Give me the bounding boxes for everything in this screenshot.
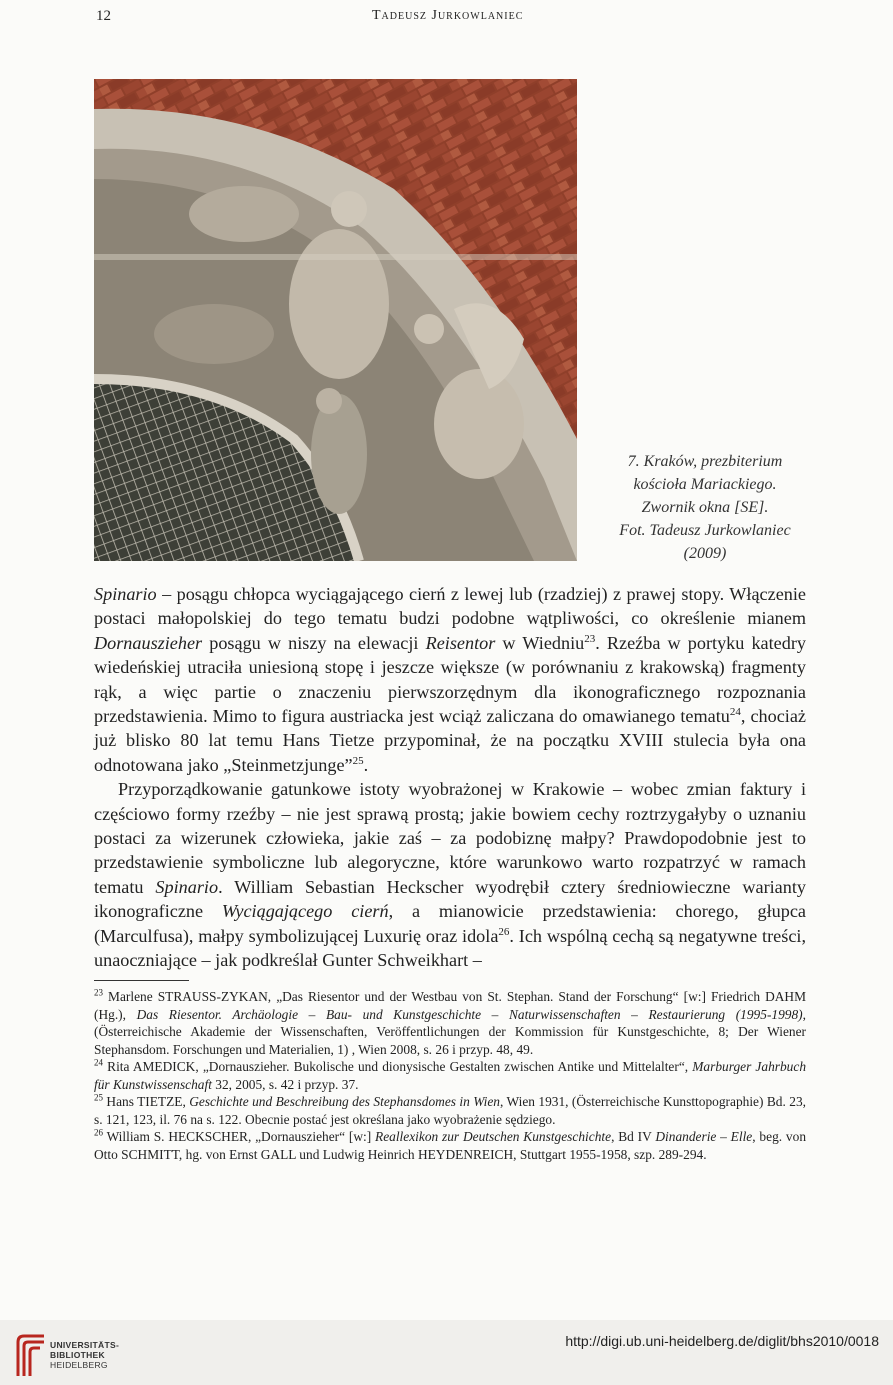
italic-title: Das Riesentor. Archäologie – Bau- und Kunstgeschichte – Naturwissenschaften – Restaurierung (1995-1998) bbox=[136, 1006, 803, 1022]
footnote-number: 23 bbox=[94, 987, 103, 998]
footnote-number: 25 bbox=[94, 1092, 103, 1103]
footnotes bbox=[94, 988, 806, 1163]
text-run: William S. HECKSCHER, „Dornauszieher“ [w:] bbox=[103, 1129, 376, 1144]
footnote-ref[interactable]: 26 bbox=[498, 925, 510, 938]
footnote-ref[interactable]: 25 bbox=[352, 754, 364, 767]
footnote-26 bbox=[94, 1128, 806, 1163]
running-head: Tadeusz Jurkowlaniec bbox=[372, 8, 524, 23]
italic-title: Geschichte und Beschreibung des Stephansdomes in Wien bbox=[189, 1094, 500, 1109]
text-run: 32, 2005, s. 42 i przyp. 37. bbox=[211, 1076, 359, 1092]
italic-term: Dornauszieher bbox=[94, 632, 203, 653]
text-run: . Rzeźba w portyku katedry wiedeńskiej utraciła uniesioną stopę i jeszcze większe (w porównaniu z krakowską) fragmenty rąk, a więc partie o znaczeniu pierwszorzędnym dla ikonograficznego rozpoznania przedstawienia. Mimo to figura austriacka jest wciąż zaliczana do omawianego tematu bbox=[94, 632, 807, 727]
caption-line: (2009) bbox=[683, 545, 727, 562]
italic-term: Wyciągającego cierń bbox=[221, 901, 389, 922]
viewer-footer bbox=[0, 1320, 893, 1385]
text-run: posągu w niszy na elewacji bbox=[202, 632, 426, 653]
text-run: Hans TIETZE, bbox=[103, 1094, 190, 1109]
italic-term: Spinario bbox=[155, 876, 219, 897]
caption-line: 7. Kraków, prezbiterium bbox=[627, 453, 783, 470]
library-logo-icon[interactable] bbox=[14, 1332, 54, 1378]
italic-term: Reisentor bbox=[425, 632, 496, 653]
main-text bbox=[94, 582, 806, 973]
caption-line: Fot. Tadeusz Jurkowlaniec bbox=[619, 522, 791, 539]
text-run: , beg. von Otto SCHMITT, hg. von Ernst GALL und Ludwig Heinrich HEYDENREICH, Stuttgart 1955-1958, szp. 289-294. bbox=[94, 1129, 807, 1162]
italic-term: Spinario bbox=[94, 584, 157, 604]
italic-title: Dinanderie – Elle bbox=[655, 1129, 753, 1144]
italic-title: Reallexikon zur Deutschen Kunstgeschichte bbox=[375, 1129, 612, 1144]
text-run: . bbox=[363, 754, 369, 775]
text-run: , (Österreichische Akademie der Wissenschaften, Veröffentlichungen der Kommission für Kunstgeschichte, 8; Der Wiener Stephansdom. Forschungen und Materialien, 1) , Wien 2008, s. 26 i przyp. 48, 49. bbox=[94, 1006, 806, 1057]
footnote-24 bbox=[94, 1058, 806, 1093]
footnote-number: 24 bbox=[94, 1057, 103, 1068]
library-logo-text bbox=[50, 1340, 119, 1370]
footnote-ref[interactable]: 23 bbox=[584, 632, 596, 645]
logo-line: HEIDELBERG bbox=[50, 1360, 108, 1370]
figure-caption bbox=[592, 450, 818, 565]
italic-title: Marburger Jahrbuch für Kunstwissenschaft bbox=[94, 1059, 807, 1092]
text-run: Marlene STRAUSS-ZYKAN, „Das Riesentor und der Westbau von St. Stephan. Stand der Forschung“ [w:] Friedrich DAHM (Hg.), bbox=[94, 989, 806, 1022]
figure-photo bbox=[94, 79, 577, 561]
footnote-divider bbox=[94, 980, 189, 981]
text-run: , a mianowicie przedstawienia: chorego, głupca (Marculfusa), małpy symbolizującej Luxurię oraz idola bbox=[94, 901, 806, 946]
text-run: . William Sebastian Heckscher wyodrębił cztery średniowieczne warianty ikonograficzne bbox=[94, 876, 806, 922]
caption-line: Zwornik okna [SE]. bbox=[641, 499, 769, 516]
text-run: Przyporządkowanie gatunkowe istoty wyobrażonej w Krakowie – wobec zmian faktury i częściowo formy rzeźby – nie jest sprawą prostą; jakie bowiem cechy roztrzygałyby o uznaniu postaci za wizerunek człowieka, jakie zaś – za podobiznę małpy? Prawdopodobnie jest to przedstawienie symboliczne lub alegoryczne, które warunkowo warto rozpatrzyć w ramach tematu bbox=[94, 779, 806, 897]
keystone-photo-illustration bbox=[94, 79, 577, 561]
text-run: w Wiedniu bbox=[495, 632, 585, 653]
footnote-number: 26 bbox=[94, 1127, 103, 1138]
text-run: – posągu chłopca wyciągającego cierń z lewej lub (rzadziej) z prawej stopy. Włączenie postaci małopolskiej do tego tematu budzi podobne wątpliwości, co określenie mianem bbox=[94, 584, 806, 629]
logo-line: UNIVERSITÄTS- bbox=[50, 1340, 120, 1350]
permalink-url[interactable]: http://digi.ub.uni-heidelberg.de/diglit/bhs2010/0018 bbox=[565, 1333, 879, 1349]
paragraph-2 bbox=[94, 777, 806, 972]
logo-line: BIBLIOTHEK bbox=[50, 1350, 105, 1360]
paragraph-1 bbox=[94, 582, 806, 777]
footnote-ref[interactable]: 24 bbox=[729, 705, 741, 718]
text-run: Rita AMEDICK, „Dornauszieher. Bukolische und dionysische Gestalten zwischen Antike und Mittelalter“, bbox=[103, 1059, 693, 1074]
text-run: . Ich wspólną cechą są negatywne treści, unaoczniające – jak podkreślał Gunter Schweikhart – bbox=[94, 925, 806, 971]
text-run: , Bd IV bbox=[611, 1129, 656, 1144]
footnote-23 bbox=[94, 988, 806, 1058]
footnote-25 bbox=[94, 1093, 806, 1128]
text-run: , chociaż już blisko 80 lat temu Hans Tietze przypominał, że na początku XVIII stulecia była ona odnotowana jako „Steinmetzjunge” bbox=[94, 706, 806, 775]
caption-line: kościoła Mariackiego. bbox=[633, 476, 777, 493]
page-number: 12 bbox=[96, 8, 111, 24]
text-run: , Wien 1931, (Österreichische Kunsttopographie) Bd. 23, s. 121, 123, il. 76 na s. 122. Obecnie postać jest określana jako wyobrażenie sędziego. bbox=[94, 1094, 806, 1127]
